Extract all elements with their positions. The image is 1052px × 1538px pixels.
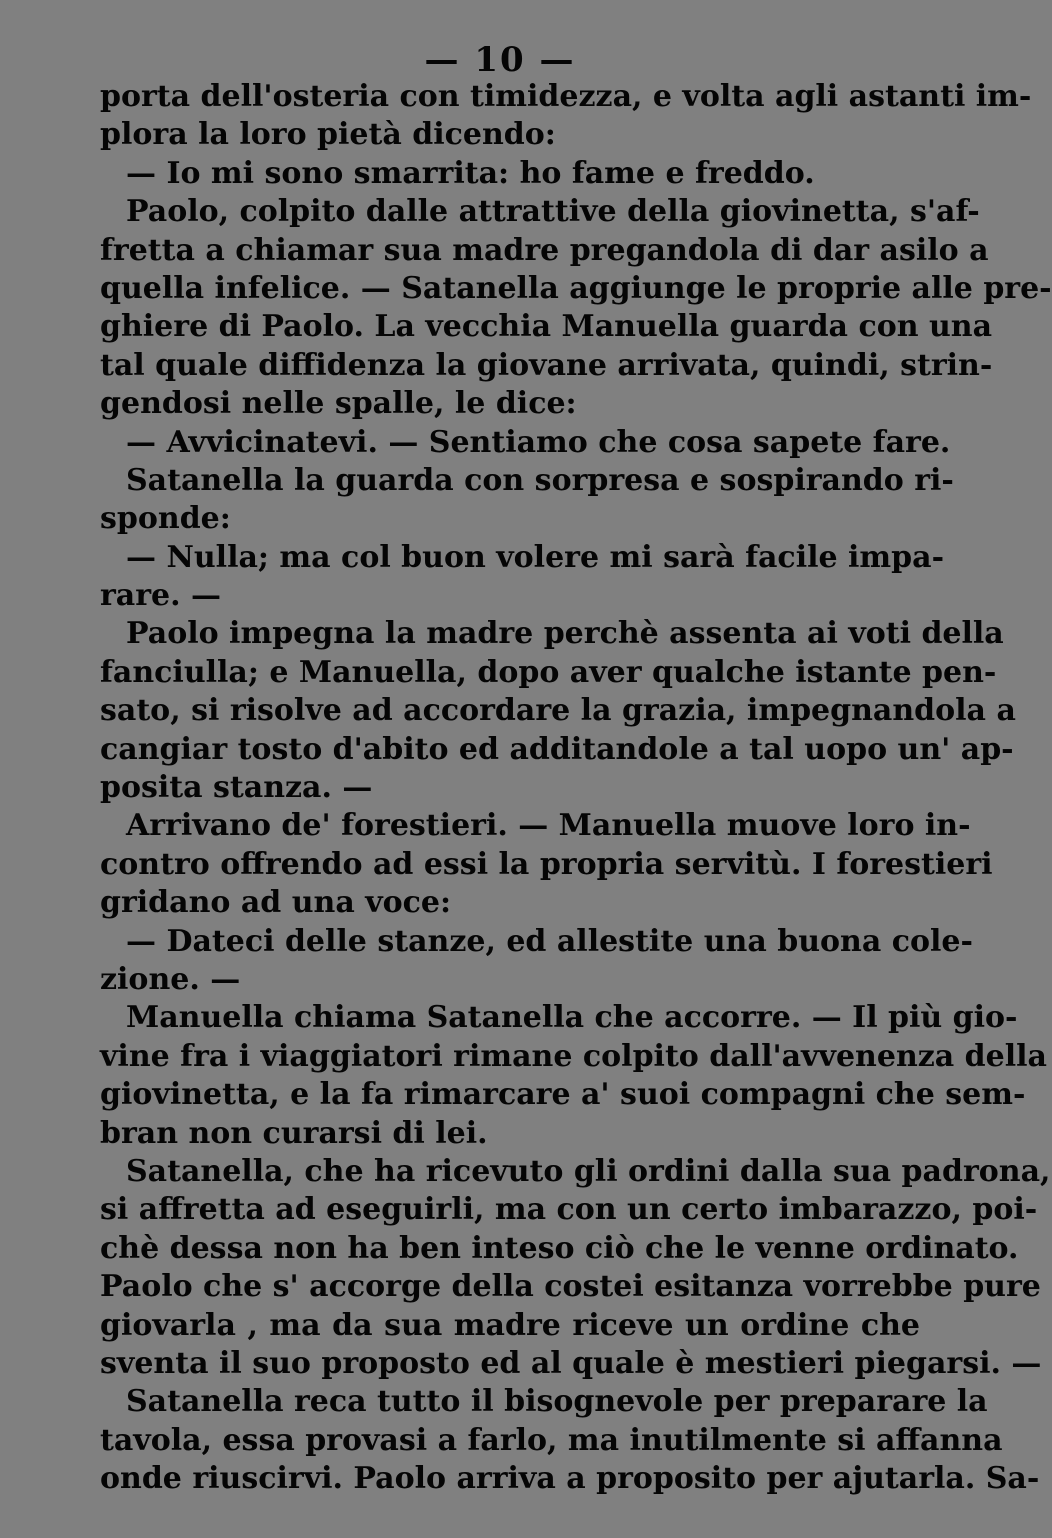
text-line: porta dell'osteria con timidezza, e volta agli astanti im- (100, 79, 1032, 114)
page-number: — 10 — (424, 40, 576, 80)
text-line: cangiar tosto d'abito ed additandole a tal uopo un' ap- (100, 731, 1014, 767)
text-line: — Io mi sono smarrita: ho fame e freddo. (126, 155, 815, 191)
text-line: Paolo che s' accorge della costei esitanza vorrebbe pure (100, 1269, 1041, 1305)
body-text (100, 78, 1052, 1498)
text-line: Manuella chiama Satanella che accorre. — Il più gio- (126, 1000, 1018, 1036)
text-line: rare. — (100, 578, 222, 614)
text-line: giovinetta, e la fa rimarcare a' suoi compagni che sem- (100, 1077, 1026, 1113)
text-line: Paolo impegna la madre perchè assenta ai voti della (126, 616, 1004, 652)
text-line: tal quale diffidenza la giovane arrivata, quindi, strin- (100, 347, 993, 383)
text-line: sponde: (100, 501, 231, 537)
text-line: giovarla , ma da sua madre riceve un ordine che (100, 1307, 920, 1343)
text-line: — Avvicinatevi. — Sentiamo che cosa sapete fare. (126, 424, 951, 460)
text-line: Arrivano de' forestieri. — Manuella muove loro in- (126, 808, 971, 844)
text-line: onde riuscirvi. Paolo arriva a proposito per ajutarla. Sa- (100, 1461, 1040, 1497)
text-line: chè dessa non ha ben inteso ciò che le venne ordinato. (100, 1230, 1019, 1266)
text-line: vine fra i viaggiatori rimane colpito dall'avvenenza della (100, 1038, 1047, 1074)
text-line: sventa il suo proposto ed al quale è mestieri piegarsi. — (100, 1345, 1042, 1381)
text-line: bran non curarsi di lei. (100, 1115, 488, 1151)
text-line: plora la loro pietà dicendo: (100, 117, 556, 153)
text-line: quella infelice. — Satanella aggiunge le proprie alle pre- (100, 270, 1052, 306)
text-line: si affretta ad eseguirli, ma con un certo imbarazzo, poi- (100, 1192, 1038, 1228)
text-line: sato, si risolve ad accordare la grazia, impegnandola a (100, 693, 1016, 729)
text-line: — Dateci delle stanze, ed allestite una buona cole- (126, 923, 973, 959)
text-line: — Nulla; ma col buon volere mi sarà facile impa- (126, 539, 945, 575)
text-line: gendosi nelle spalle, le dice: (100, 386, 577, 422)
text-line: Satanella, che ha ricevuto gli ordini dalla sua padrona, (126, 1153, 1051, 1189)
text-line: posita stanza. — (100, 770, 373, 806)
text-line: ghiere di Paolo. La vecchia Manuella guarda con una (100, 309, 993, 345)
text-line: contro offrendo ad essi la propria servitù. I forestieri (100, 846, 993, 882)
text-line: tavola, essa provasi a farlo, ma inutilmente si affanna (100, 1422, 1003, 1458)
text-line: Satanella la guarda con sorpresa e sospirando ri- (126, 462, 954, 498)
text-line: fanciulla; e Manuella, dopo aver qualche istante pen- (100, 654, 997, 690)
text-line: Satanella reca tutto il bisognevole per preparare la (126, 1384, 988, 1420)
text-line: Paolo, colpito dalle attrattive della giovinetta, s'af- (126, 194, 980, 230)
text-line: zione. — (100, 961, 241, 997)
text-line: fretta a chiamar sua madre pregandola di dar asilo a (100, 232, 989, 268)
text-line: gridano ad una voce: (100, 885, 452, 921)
